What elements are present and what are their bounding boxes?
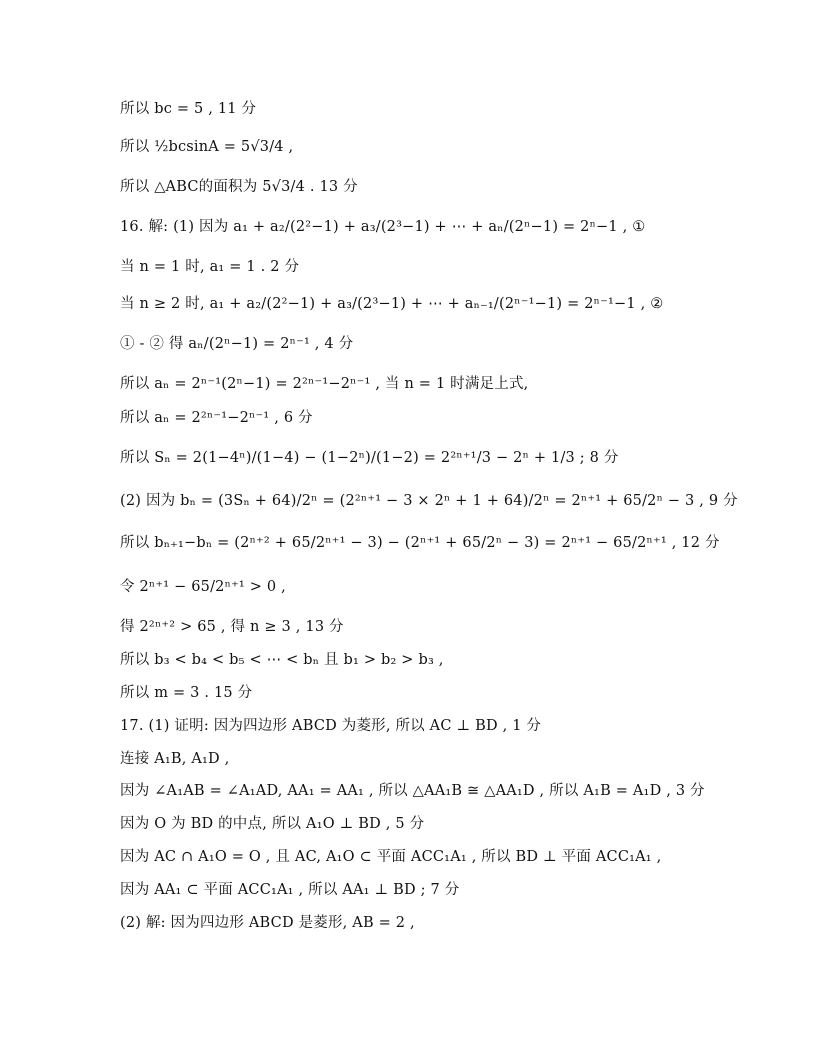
- text-line: 16. 解: (1) 因为 a₁ + a₂/(2²−1) + a₃/(2³−1) + ⋯ + aₙ/(2ⁿ−1) = 2ⁿ−1 , ①: [120, 219, 646, 235]
- text-line: ① - ② 得 aₙ/(2ⁿ−1) = 2ⁿ⁻¹ , 4 分: [120, 336, 354, 352]
- text-line: 所以 bₙ₊₁−bₙ = (2ⁿ⁺² + 65/2ⁿ⁺¹ − 3) − (2ⁿ⁺¹ + 65/2ⁿ − 3) = 2ⁿ⁺¹ − 65/2ⁿ⁺¹ , 12 分: [120, 535, 720, 551]
- text-line: 所以 m = 3 . 15 分: [120, 685, 253, 701]
- text-line: 当 n = 1 时, a₁ = 1 . 2 分: [120, 259, 300, 275]
- text-line: 所以 bc = 5 , 11 分: [120, 101, 257, 117]
- text-line: 因为 O 为 BD 的中点, 所以 A₁O ⊥ BD , 5 分: [120, 816, 425, 832]
- text-line: 17. (1) 证明: 因为四边形 ABCD 为菱形, 所以 AC ⊥ BD , 1 分: [120, 718, 542, 734]
- text-line: 当 n ≥ 2 时, a₁ + a₂/(2²−1) + a₃/(2³−1) + ⋯ + aₙ₋₁/(2ⁿ⁻¹−1) = 2ⁿ⁻¹−1 , ②: [120, 296, 664, 312]
- text-line: 所以 b₃ < b₄ < b₅ < ⋯ < bₙ 且 b₁ > b₂ > b₃ ,: [120, 652, 444, 668]
- text-line: 因为 ∠A₁AB = ∠A₁AD, AA₁ = AA₁ , 所以 △AA₁B ≅ △AA₁D , 所以 A₁B = A₁D , 3 分: [120, 783, 705, 799]
- text-line: 得 2²ⁿ⁺² > 65 , 得 n ≥ 3 , 13 分: [120, 619, 344, 635]
- text-line: (2) 因为 bₙ = (3Sₙ + 64)/2ⁿ = (2²ⁿ⁺¹ − 3 × 2ⁿ + 1 + 64)/2ⁿ = 2ⁿ⁺¹ + 65/2ⁿ − 3 , 9 分: [120, 493, 738, 509]
- text-line: 所以 aₙ = 2²ⁿ⁻¹−2ⁿ⁻¹ , 6 分: [120, 410, 313, 426]
- text-line: 所以 △ABC的面积为 5√3/4 . 13 分: [120, 179, 358, 195]
- text-line: 所以 aₙ = 2ⁿ⁻¹(2ⁿ−1) = 2²ⁿ⁻¹−2ⁿ⁻¹ , 当 n = 1 时满足上式,: [120, 376, 529, 392]
- text-line: 连接 A₁B, A₁D ,: [120, 751, 230, 767]
- text-line: 因为 AA₁ ⊂ 平面 ACC₁A₁ , 所以 AA₁ ⊥ BD ; 7 分: [120, 882, 460, 898]
- text-line: 因为 AC ∩ A₁O = O , 且 AC, A₁O ⊂ 平面 ACC₁A₁ , 所以 BD ⊥ 平面 ACC₁A₁ ,: [120, 849, 662, 865]
- text-line: 所以 Sₙ = 2(1−4ⁿ)/(1−4) − (1−2ⁿ)/(1−2) = 2²ⁿ⁺¹/3 − 2ⁿ + 1/3 ; 8 分: [120, 450, 619, 466]
- text-line: 令 2ⁿ⁺¹ − 65/2ⁿ⁺¹ > 0 ,: [120, 579, 286, 595]
- text-line: 所以 ½bcsinA = 5√3/4 ,: [120, 139, 294, 155]
- text-line: (2) 解: 因为四边形 ABCD 是菱形, AB = 2 ,: [120, 915, 415, 931]
